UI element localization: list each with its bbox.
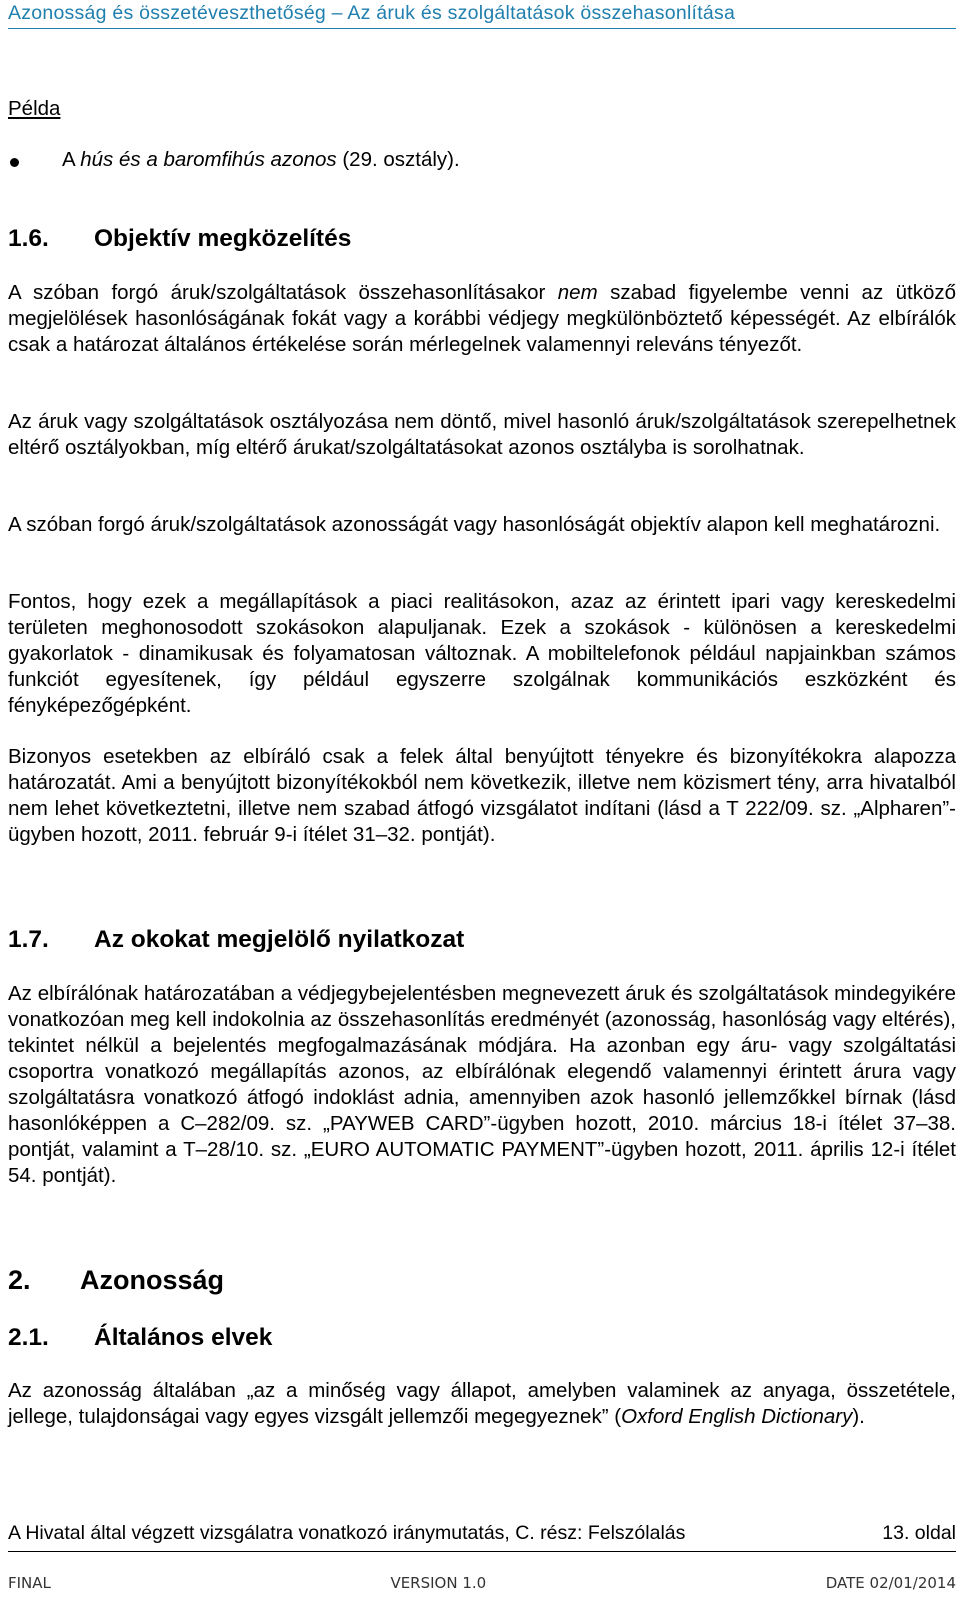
heading-1-6-number: 1.6. [8,225,49,252]
running-header: Azonosság és összetéveszthetőség – Az áruk és szolgáltatások összehasonlítása [8,2,736,24]
heading-2-title: Azonosság [80,1265,225,1295]
footer-doc-title: A Hivatal által végzett vizsgálatra vonatkozó iránymutatás, C. rész: Felszólalás [8,1522,686,1544]
paragraph-text: szabad figyelembe venni az ütköző megjelölések hasonlóságának fokát vagy a korábbi védjegy megkülönböztető képességét. Az elbírálók csak a határozat általános értékelése során mérlegelnek valamennyi releváns tényezőt. [8,281,957,356]
footer-version: VERSION 1.0 [390,1574,487,1592]
heading-1-7 [8,925,956,955]
heading-1-6-title: Objektív megközelítés [94,225,352,252]
footer-page-number: 13. oldal [882,1522,956,1544]
paragraph-2-1-1 [8,1378,956,1430]
paragraph-1-6-2: Az áruk vagy szolgáltatások osztályozása nem döntő, mivel hasonló áruk/szolgáltatások szerepelhetnek eltérő osztályokban, míg eltérő árukat/szolgáltatásokat azonos osztályba is sorolhatnak. [8,410,956,459]
heading-2 [8,1264,956,1296]
example-bullet-italic: hús és a baromfihús azonos [80,148,337,171]
heading-2-1-number: 2.1. [8,1324,49,1351]
footer-meta [8,1574,956,1592]
footer-rule [8,1551,956,1552]
paragraph-italic: nem [557,281,598,304]
heading-1-6 [8,224,956,254]
bullet-dot-icon [10,158,19,167]
example-label: Példa [8,97,61,120]
example-bullet-item [8,148,956,172]
example-bullet-text-pre: A [62,148,81,171]
heading-1-7-number: 1.7. [8,926,49,953]
paragraph-text: A szóban forgó áruk/szolgáltatások összehasonlításakor [8,281,558,304]
paragraph-1-6-3: A szóban forgó áruk/szolgáltatások azonosságát vagy hasonlóságát objektív alapon kell meghatározni. [8,513,941,536]
paragraph-text: Az azonosság általában „az a minőség vagy állapot, amelyben valaminek az anyaga, összetétele, jellege, tulajdonságai vagy egyes vizsgált jellemzői megegyeznek” ( [8,1379,956,1428]
heading-1-7-title: Az okokat megjelölő nyilatkozat [94,926,465,953]
paragraph-italic: Oxford English Dictionary [621,1405,853,1428]
heading-2-number: 2. [8,1265,31,1295]
paragraph-text: ). [852,1405,865,1428]
example-bullet-text-post: (29. osztály). [336,148,460,171]
page-footer [8,1522,956,1545]
paragraph-1-6-4: Fontos, hogy ezek a megállapítások a piaci realitásokon, azaz az érintett ipari vagy kereskedelmi területen meghonosodott szokásokon alapuljanak. Ezek a szokások - különösen a kereskedelmi gyakorlatok - dinamikusak és folyamatosan változnak. A mobiltelefonok például napjainkban számos funkciót egyesítenek, így például egyszerre szolgálnak kommunikációs eszközként és fényképezőgépként. [8,590,956,717]
example-label-block [8,97,956,121]
heading-2-1 [8,1323,956,1353]
paragraph-1-6-5: Bizonyos esetekben az elbíráló csak a felek által benyújtott tényekre és bizonyítékokra alapozza határozatát. Ami a benyújtott bizonyítékokból nem következik, illetve nem közismert tény, arra hivatalból nem lehet következtetni, illetve nem szabad átfogó vizsgálatot indítani (lásd a T 222/09. sz. „Alpharen”-ügyben hozott, 2011. február 9-i ítélet 31–32. pontját). [8,745,956,846]
heading-2-1-title: Általános elvek [94,1324,273,1351]
footer-date: DATE 02/01/2014 [825,1574,956,1592]
paragraph-1-7-1: Az elbírálónak határozatában a védjegybejelentésben megnevezett áruk és szolgáltatások mindegyikére vonatkozóan meg kell indokolnia az összehasonlítás eredményét (azonosság, hasonlóság vagy eltérés), tekintet nélkül a bejelentés megfogalmazásának módjára. Ha azonban egy áru- vagy szolgáltatási csoportra vonatkozó megállapítás azonos, az elbírálónak elegendő valamennyi érintett árura vagy szolgáltatásra vonatkozó átfogó indoklást adnia, amennyiben azok hasonló jellemzőkkel bírnak (lásd hasonlóképpen a C–282/09. sz. „PAYWEB CARD”-ügyben hozott, 2010. március 18-i ítélet 37–38. pontját, valamint a T–28/10. sz. „EURO AUTOMATIC PAYMENT”-ügyben hozott, 2011. április 12-i ítélet 54. pontját). [8,982,956,1187]
footer-status: FINAL [8,1574,51,1592]
header-rule [8,28,956,29]
paragraph-1-6-1 [8,280,956,358]
